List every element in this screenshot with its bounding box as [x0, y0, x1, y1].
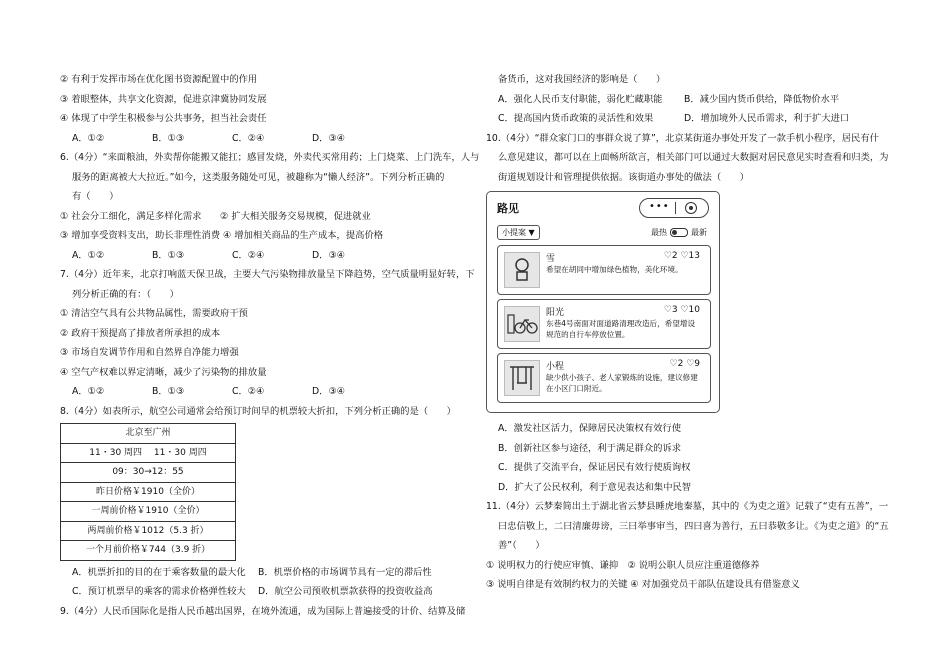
proposal-card	[497, 299, 711, 349]
q5-option-a: A．①②	[72, 132, 105, 144]
table-cell: 昨日价格￥1910（全价）	[61, 482, 236, 502]
proposal-card	[497, 353, 711, 403]
q7-item: ① 清洁空气具有公共物品属性，需要政府干预	[60, 308, 248, 319]
card-text: 希望在胡同中增加绿色植物，美化环境。	[546, 265, 683, 274]
q7-option-b: B．①③	[152, 386, 185, 397]
q6-option-d: D．③④	[312, 249, 346, 261]
toggle-icon	[670, 228, 688, 237]
q8-options-row2	[60, 582, 470, 602]
table-cell: 两周前价格￥1012（5.3 折）	[61, 521, 236, 541]
q9-option-c: C．提高国内货币政策的灵活性和效果	[498, 113, 654, 124]
card-author: 小程	[546, 362, 565, 372]
plant-icon	[504, 252, 540, 288]
q5-item: ② 有利于发挥市场在优化图书资源配置中的作用	[60, 74, 258, 85]
card-stats: ♡2 ♡13	[663, 251, 700, 261]
card-author: 雪	[546, 254, 556, 264]
q8-option-d: D．航空公司预收机票款获得的投资收益高	[258, 586, 433, 597]
table-cell: 北京至广州	[61, 424, 236, 444]
card-text: 东巷4号南面对面道路清理改造后，希望增设规范的自行车停放位置。	[546, 319, 696, 339]
q8-options-row1	[60, 563, 470, 583]
q9-option-a: A．强化人民币支付职能，弱化贮藏职能	[498, 93, 663, 105]
table-cell: 一个月前价格￥744（3.9 折）	[61, 541, 236, 561]
q10-option-d: D．扩大了公民权利，利于意见表达和集中民智	[498, 481, 692, 493]
table-cell: 一周前价格￥1910（全价）	[61, 502, 236, 522]
right-column	[486, 70, 896, 595]
q6-option-c: C．②④	[232, 249, 265, 261]
card-author: 阳光	[546, 308, 565, 318]
q6-stem: 6.（4分）“来面粮油，外卖帮你能搬又能扛；感冒发烧，外卖代买常用药；上门烧菜、上门洗车，人与	[60, 152, 480, 163]
q7-option-d: D．③④	[312, 386, 346, 397]
q10-option-c: C．提供了交流平台，保证居民有效行使质询权	[498, 462, 691, 473]
q5-option-c: C．②④	[232, 132, 265, 144]
q8-option-a: A．机票折扣的目的在于乘客数量的最大化	[72, 566, 246, 578]
q9-stem: 9.（4分）人民币国际化是指人民币越出国界，在境外流通，成为国际上普遍接受的计价、结算及储	[60, 605, 466, 617]
proposal-filter: 小提案 ▼	[497, 225, 540, 240]
q10-option-b: B．创新社区参与途径，利于满足群众的诉求	[498, 442, 682, 454]
q10-stem: 街道规划设计和管理提供依据。该街道办事处的做法（ ）	[498, 171, 750, 183]
q7-item: ④ 空气产权难以界定清晰，减少了污染物的排放量	[60, 366, 267, 378]
swing-icon	[504, 360, 540, 396]
q5-option-d: D．③④	[312, 132, 346, 144]
sort-toggle	[651, 227, 707, 238]
q6-option-a: A．①②	[72, 249, 105, 261]
q10-stem: 么意见建议，都可以在上面畅所欲言，相关部门可以通过大数据对居民意见实时查看和归类，为	[498, 152, 889, 163]
app-title: 路见	[497, 202, 519, 215]
q9-options-row1	[486, 90, 896, 110]
q8-option-b: B．机票价格的市场调节具有一定的滞后性	[258, 566, 432, 578]
card-stats: ♡3 ♡10	[663, 305, 700, 315]
q6-stem: 有（ ）	[72, 191, 119, 202]
q10-stem: 10.（4分）“群众家门口的事群众说了算”，北京某街道办事处开发了一款手机小程序，居民有什	[486, 132, 879, 144]
q7-item: ② 政府干预提高了排放者所承担的成本	[60, 327, 221, 339]
card-stats: ♡2 ♡9	[669, 359, 700, 369]
q9-options-row2	[486, 109, 896, 129]
q9-stem-cont: 备货币，这对我国经济的影响是（ ）	[498, 74, 666, 85]
proposal-card	[497, 245, 711, 295]
bicycle-icon	[504, 306, 540, 342]
q7-option-c: C．②④	[232, 386, 265, 397]
left-column	[60, 70, 480, 621]
q8-option-c: C．预订机票早的乘客的需求价格弹性较大	[72, 586, 246, 597]
q9-option-b: B．减少国内货币供给，降低物价水平	[684, 93, 840, 105]
q7-item: ③ 市场自发调节作用和自然界自净能力增强	[60, 347, 239, 358]
sort-hot-label: 最热	[651, 228, 667, 237]
q10-option-a: A．激发社区活力，保障居民决策权有效行使	[498, 423, 682, 434]
q5-item: ④ 体现了中学生积极参与公共事务，担当社会责任	[60, 113, 267, 124]
q9-option-d: D．增加境外人民币需求，利于扩大进口	[684, 113, 850, 124]
q5-option-b: B．①③	[152, 132, 185, 144]
mini-program-screenshot	[486, 191, 720, 413]
sort-new-label: 最新	[691, 228, 707, 237]
q11-item: ① 说明权力的行使应审慎、谦抑 ② 说明公职人员应注重道德修养	[486, 559, 760, 571]
q11-item: ③ 说明自律是有效制约权力的关键 ④ 对加强党员干部队伍建设具有借鉴意义	[486, 579, 800, 590]
table-cell: 11・30 周四 11・30 周四	[61, 443, 236, 463]
q7-option-a: A．①②	[72, 386, 105, 397]
card-text: 缺少供小孩子、老人家锻炼的设施，建议修建在小区门口附近。	[546, 373, 698, 393]
close-icon	[685, 202, 697, 214]
q8-stem: 8.（4分）如表所示，航空公司通常会给预订时间早的机票较大折扣，下列分析正确的是（ ）	[60, 405, 456, 417]
more-icon: •••	[649, 201, 670, 212]
q11-stem: 曰忠信敬上，二曰清廉毋谤，三曰举事审当，四曰喜为善行，五曰恭敬多让。《为吏之道》的“五	[498, 520, 889, 532]
q7-options	[60, 382, 470, 402]
capsule-menu	[639, 198, 709, 218]
ticket-price-table	[60, 423, 236, 561]
capsule-divider	[675, 202, 676, 214]
q5-item: ③ 着眼整体，共享文化资源，促进京津冀协同发展	[60, 93, 267, 105]
q7-stem: 7.（4分）近年来，北京打响蓝天保卫战，主要大气污染物排放量呈下降趋势，空气质量明显好转，下	[60, 269, 475, 280]
q6-options	[60, 246, 470, 266]
q5-options	[60, 129, 470, 149]
q6-item: ① 社会分工细化，满足多样化需求 ② 扩大相关服务交易规模，促进就业	[60, 210, 371, 222]
table-cell: 09：30→12：55	[61, 463, 236, 483]
q11-stem: 11.（4分）云梦秦简出土于湖北省云梦县睡虎地秦墓，其中的《为吏之道》记载了“吏有五善”，一	[486, 501, 889, 512]
q6-stem: 服务的距离被大大拉近。”如今，这类服务随处可见，被趣称为“懒人经济”。下列分析正确的	[72, 171, 445, 183]
q7-stem: 列分析正确的有：（ ）	[72, 288, 179, 300]
q6-option-b: B．①③	[152, 249, 185, 261]
q11-stem: 善”（ ）	[498, 540, 545, 551]
q6-item: ③ 增加享受资料支出，助长非理性消费 ④ 增加相关商品的生产成本，提高价格	[60, 230, 384, 241]
